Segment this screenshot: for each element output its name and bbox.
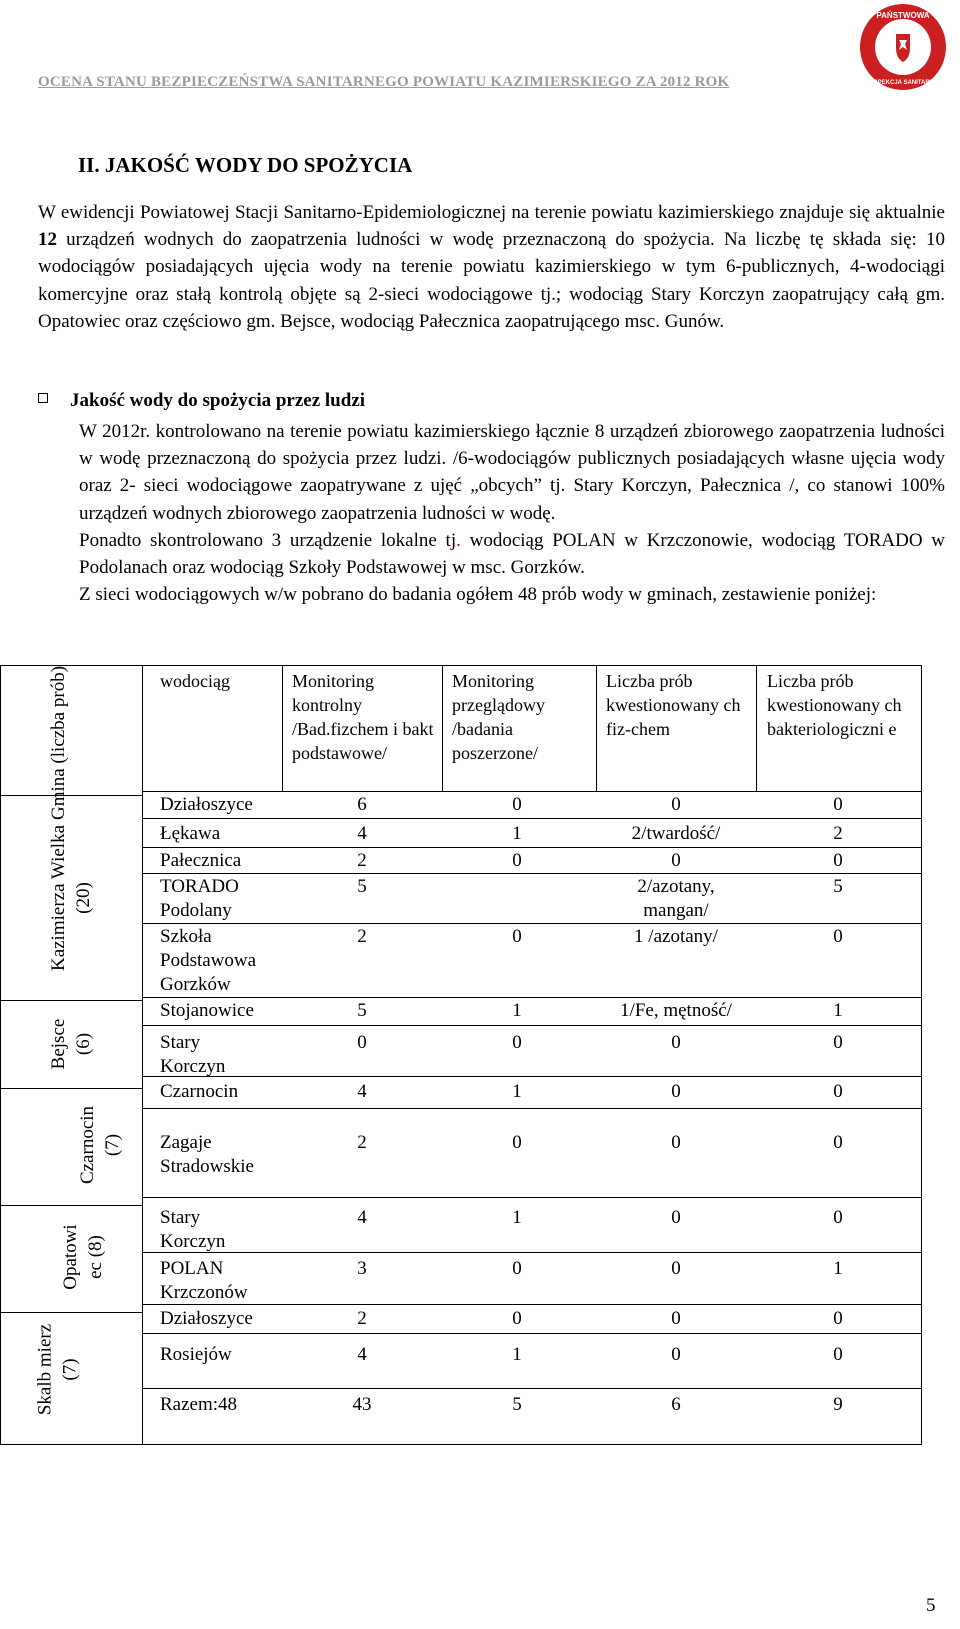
samples-paragraph: Z sieci wodociągowych w/w pobrano do badania ogółem 48 prób wody w gminach, zestawienie poniżej: — [79, 584, 877, 606]
header-monitoring-kontrolny: Monitoring kontrolny /Bad.fizchem i bakt podstawowe/ — [292, 671, 434, 763]
page-number: 5 — [926, 1595, 936, 1616]
table-cell: 0 — [833, 926, 843, 947]
table-cell: 0 — [512, 1032, 522, 1053]
table-cell: 4 — [357, 1344, 367, 1365]
quality-paragraphs — [79, 418, 945, 608]
table-cell: 4 — [357, 823, 367, 844]
table-cell: 0 — [671, 1308, 681, 1329]
table-total-cell: 9 — [833, 1394, 843, 1415]
table-cell: 4 — [357, 1081, 367, 1102]
table-cell: 0 — [357, 1032, 367, 1053]
table-row-wodociag: Zagaje Stradowskie — [160, 1132, 254, 1177]
table-cell: 0 — [833, 1032, 843, 1053]
table-cell: 1 — [512, 1344, 522, 1365]
gmina-czarnocin: Czarnocin (7) — [77, 1105, 123, 1185]
table-cell: 2/azotany, mangan/ — [637, 876, 715, 921]
table-total-label: Razem:48 — [160, 1394, 238, 1415]
table-row-wodociag: Łękawa — [160, 823, 221, 844]
header-wodociag: wodociąg — [160, 671, 230, 691]
gmina-skalbmierz: Skalb mierz (7) — [34, 1323, 81, 1416]
table-row-wodociag: Rosiejów — [160, 1344, 232, 1365]
table-cell: 1 — [833, 1258, 843, 1279]
table-cell: 6 — [357, 794, 367, 815]
table-cell: 1 /azotany/ — [634, 926, 718, 947]
table-cell: 0 — [671, 1207, 681, 1228]
header-kwestionowane-fiz-chem: Liczba prób kwestionowany ch fiz-chem — [606, 671, 741, 739]
square-bullet-icon — [38, 393, 48, 403]
table-cell: 2 — [357, 926, 367, 947]
sanitary-inspection-logo — [858, 2, 948, 92]
table-cell: 0 — [671, 1032, 681, 1053]
table-cell: 5 — [833, 876, 843, 897]
table-cell: 0 — [512, 850, 522, 871]
table-total-cell: 5 — [512, 1394, 522, 1415]
table-cell: 1 — [512, 1207, 522, 1228]
table-cell: 2 — [833, 823, 843, 844]
table-cell: 0 — [833, 1081, 843, 1102]
table-cell: 0 — [512, 1308, 522, 1329]
table-cell: 0 — [671, 1081, 681, 1102]
quality-paragraph: W 2012r. kontrolowano na terenie powiatu kazimierskiego łącznie 8 urządzeń zbiorowego zaopatrzenia ludności w wodę przeznaczoną do spożycia przez ludzi. /6-wodociągów publicznych posiadających własne ujęcia wody oraz 2- sieci wodociągowe zaopatrywane z ujęć „obcych” tj. Stary Korczyn, Pałecznica /, co stanowi 100% urządzeń wodnych zbiorowego zaopatrzenia ludności w wodę. — [79, 421, 945, 524]
table-cell: 0 — [512, 794, 522, 815]
additional-control-paragraph: Ponadto skontrolowano 3 urządzenie lokalne tj. wodociąg POLAN w Krzczonowie, wodociąg TORADO w Podolanach oraz wodociąg Szkoły Podstawowej w msc. Gorzków. — [79, 529, 945, 579]
document-header-title: OCENA STANU BEZPIECZEŃSTWA SANITARNEGO POWIATU KAZIMIERSKIEGO ZA 2012 ROK — [38, 74, 730, 90]
table-cell: 0 — [512, 926, 522, 947]
gmina-column-header: Gmina (liczba prób) — [48, 665, 69, 821]
subsection-heading: Jakość wody do spożycia przez ludzi — [38, 390, 365, 412]
table-cell: 2/twardość/ — [631, 823, 721, 844]
svg-text:PAŃSTWOWA: PAŃSTWOWA — [876, 11, 930, 20]
table-cell: 1 — [512, 823, 522, 844]
table-cell: 4 — [357, 1207, 367, 1228]
table-row-wodociag: POLAN Krzczonów — [160, 1258, 248, 1303]
table-cell: 0 — [671, 1258, 681, 1279]
table-row-wodociag: Stojanowice — [160, 1000, 254, 1021]
table-row-wodociag: Stary Korczyn — [160, 1207, 226, 1252]
table-total-cell: 6 — [671, 1394, 681, 1415]
table-row-wodociag: Stary Korczyn — [160, 1032, 226, 1077]
table-cell: 0 — [512, 1258, 522, 1279]
gmina-kazimierza-wielka: Kazimierza Wielka (20) — [48, 824, 94, 972]
table-row-wodociag: Czarnocin — [160, 1081, 239, 1102]
table-total-cell: 43 — [352, 1394, 372, 1415]
gmina-bejsce: Bejsce (6) — [48, 1018, 94, 1070]
table-cell: 0 — [833, 1207, 843, 1228]
table-row-wodociag: Pałecznica — [160, 850, 242, 871]
table-row-wodociag: Działoszyce — [160, 794, 253, 815]
table-cell: 0 — [671, 850, 681, 871]
section-title: II. JAKOŚĆ WODY DO SPOŻYCIA — [78, 153, 413, 177]
table-cell: 2 — [357, 850, 367, 871]
table-cell: 0 — [512, 1132, 522, 1153]
table-row-wodociag: Działoszyce — [160, 1308, 253, 1329]
table-cell: 1/Fe, mętność/ — [620, 1000, 732, 1021]
intro-paragraph: W ewidencji Powiatowej Stacji Sanitarno-Epidemiologicznej na terenie powiatu kazimierskiego znajduje się aktualnie 12 urządzeń wodnych do zaopatrzenia ludności w wodę przeznaczoną do spożycia. Na liczbę tę składa się: 10 wodociągów posiadających ujęcia wody na terenie powiatu kazimierskiego w tym 6-publicznych, 4-wodociągi komercyjne oraz stałą kontrolą objęte są 2-sieci wodociągowe tj.; wodociąg Stary Korczyn zaopatrujący całą gm. Opatowiec oraz częściowo gm. Bejsce, wodociąg Pałecznica zaopatrującego msc. Gunów. — [38, 202, 945, 332]
table-cell: 3 — [357, 1258, 367, 1279]
table-row-wodociag: Szkoła Podstawowa Gorzków — [160, 926, 257, 995]
table-cell: 0 — [671, 794, 681, 815]
table-cell: 1 — [833, 1000, 843, 1021]
table-cell: 0 — [671, 1344, 681, 1365]
table-cell: 5 — [357, 1000, 367, 1021]
header-kwestionowane-bakt: Liczba prób kwestionowany ch bakteriologiczni e — [767, 671, 902, 739]
table-cell: 0 — [833, 1344, 843, 1365]
table-cell: 0 — [833, 1308, 843, 1329]
table-cell: 1 — [512, 1081, 522, 1102]
table-cell: 1 — [512, 1000, 522, 1021]
header-monitoring-przegladowy: Monitoring przeglądowy /badania poszerzone/ — [452, 671, 545, 763]
table-cell: 2 — [357, 1132, 367, 1153]
table-cell: 2 — [357, 1308, 367, 1329]
table-cell: 0 — [671, 1132, 681, 1153]
table-cell: 5 — [357, 876, 367, 897]
table-cell: 0 — [833, 850, 843, 871]
svg-text:INSPEKCJA SANITARNA: INSPEKCJA SANITARNA — [867, 80, 939, 86]
gmina-opatowiec: Opatowi ec (8) — [60, 1224, 106, 1290]
table-cell: 0 — [833, 794, 843, 815]
table-cell: 0 — [833, 1132, 843, 1153]
table-row-wodociag: TORADO Podolany — [160, 876, 239, 921]
